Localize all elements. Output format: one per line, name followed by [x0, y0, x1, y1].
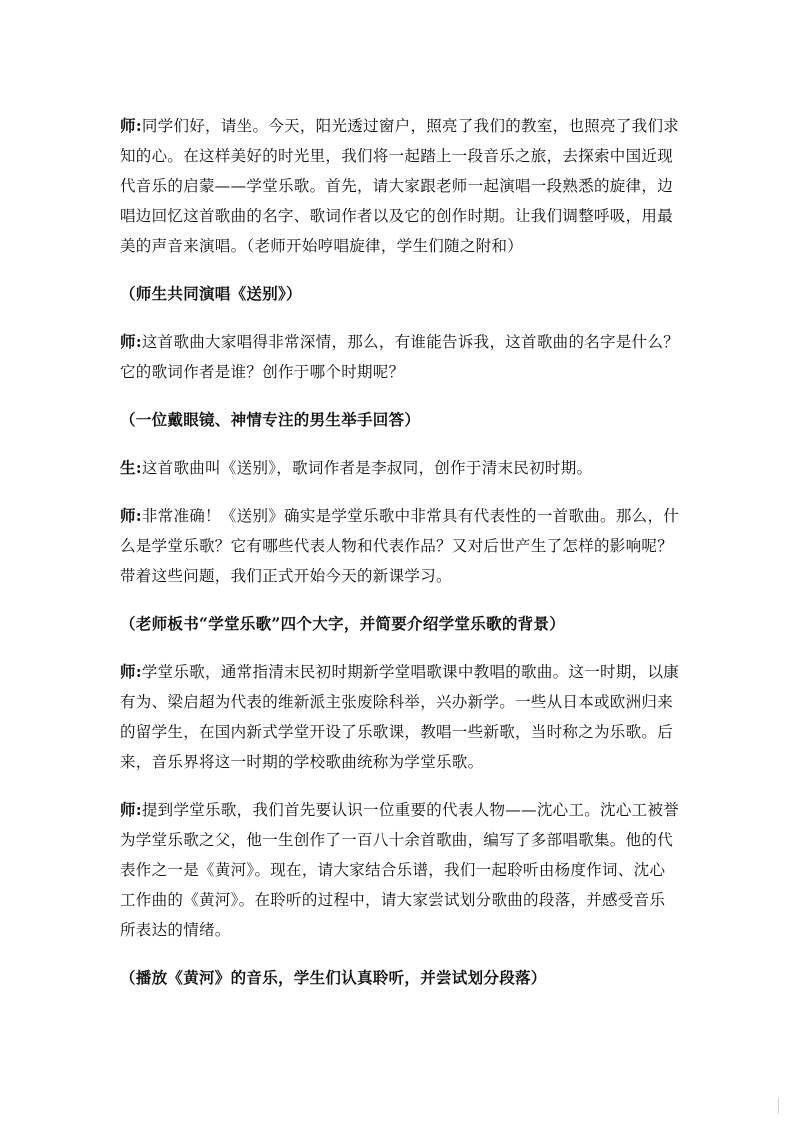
- speaker-separator: :: [135, 662, 142, 681]
- speaker-label: 师: [120, 116, 136, 135]
- speaker-separator: :: [135, 458, 142, 477]
- dialogue-paragraph: [120, 453, 680, 483]
- dialogue-text: 非常准确！《送别》确实是学堂乐歌中非常具有代表性的一首歌曲。那么，什么是学堂乐歌？它有哪些代表人物和代表作品？又对后世产生了怎样的影响呢？带着这些问题，我们正式开始今天的新课学习。: [120, 507, 680, 585]
- speaker-label: 师: [120, 800, 136, 819]
- dialogue-text: 提到学堂乐歌，我们首先要认识一位重要的代表人物——沈心工。沈心工被誉为学堂乐歌之父，他一生创作了一百八十余首歌曲，编写了多部唱歌集。他的代表作之一是《黄河》。现在，请大家结合乐谱，我们一起聆听由杨度作词、沈心工作曲的《黄河》。在聆听的过程中，请大家尝试划分歌曲的段落，并感受音乐所表达的情绪。: [120, 801, 680, 939]
- speaker-label: 生: [120, 458, 136, 477]
- stage-direction: （一位戴眼镜、神情专注的男生举手回答）: [120, 410, 421, 429]
- speaker-separator: :: [135, 506, 142, 525]
- stage-direction: （老师板书“学堂乐歌”四个大字，并简要介绍学堂乐歌的背景）: [120, 614, 566, 633]
- speaker-separator: :: [135, 116, 142, 135]
- dialogue-paragraph: [120, 795, 680, 945]
- lesson-transcript: [120, 111, 680, 993]
- speaker-label: 师: [120, 332, 136, 351]
- speaker-separator: :: [135, 800, 142, 819]
- page-edge-mark: [778, 1098, 779, 1114]
- dialogue-text: 同学们好，请坐。今天，阳光透过窗户，照亮了我们的教室，也照亮了我们求知的心。在这样美好的时光里，我们将一起踏上一段音乐之旅，去探索中国近现代音乐的启蒙——学堂乐歌。首先，请大家跟老师一起演唱一段熟悉的旋律，边唱边回忆这首歌曲的名字、歌词作者以及它的创作时期。让我们调整呼吸，用最美的声音来演唱。（老师开始哼唱旋律，学生们随之附和）: [120, 117, 680, 255]
- dialogue-text: 学堂乐歌，通常指清末民初时期新学堂唱歌课中教唱的歌曲。这一时期，以康有为、梁启超为代表的维新派主张废除科举，兴办新学。一些从日本或欧洲归来的留学生，在国内新式学堂开设了乐歌课，教唱一些新歌，当时称之为乐歌。后来，音乐界将这一时期的学校歌曲统称为学堂乐歌。: [120, 663, 680, 771]
- dialogue-paragraph: [120, 657, 680, 777]
- stage-direction: （播放《黄河》的音乐，学生们认真聆听，并尝试划分段落）: [120, 968, 547, 987]
- dialogue-paragraph: [120, 111, 680, 261]
- dialogue-text: 这首歌曲叫《送别》，歌词作者是李叔同，创作于清末民初时期。: [141, 459, 593, 477]
- dialogue-paragraph: [120, 327, 680, 387]
- dialogue-paragraph: [120, 501, 680, 591]
- speaker-label: 师: [120, 662, 136, 681]
- speaker-separator: :: [135, 332, 142, 351]
- stage-direction: （师生共同演唱《送别》）: [120, 284, 302, 303]
- dialogue-text: 这首歌曲大家唱得非常深情，那么，有谁能告诉我，这首歌曲的名字是什么？它的歌词作者是谁？创作于哪个时期呢？: [120, 333, 680, 381]
- speaker-label: 师: [120, 506, 136, 525]
